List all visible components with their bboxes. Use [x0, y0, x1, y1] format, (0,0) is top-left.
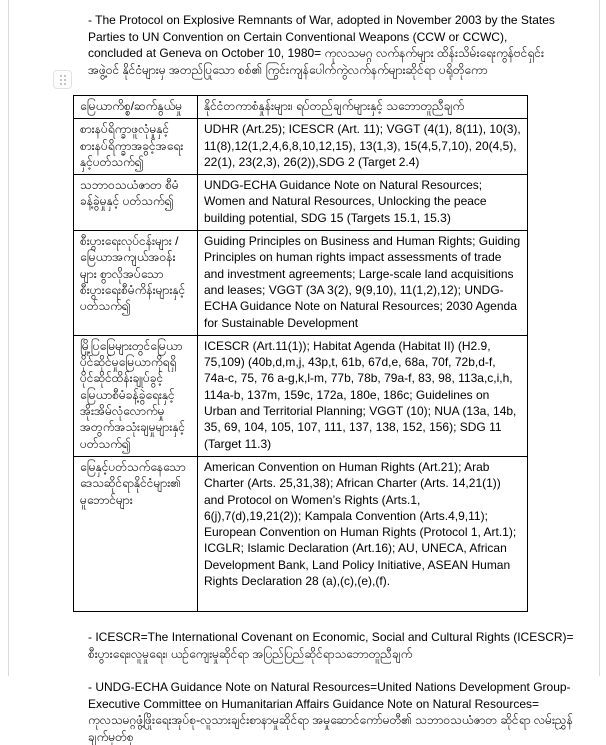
table-row — [74, 231, 528, 336]
topic-cell: သဘာဝသယံဇာတ စီမံခန့်ခွဲမှုနှင့် ပတ်သက်၍ — [74, 175, 198, 231]
standards-cell: ICESCR (Art.11(1)); Habitat Agenda (Habitat II) (H2.9, 75,109) (40b,d,m,j, 43p,t, 61b, 67d,e, 68a, 70f, 72b,d-f, 74a-c, 75, 76 a-g,k,l-m, 77b, 78b, 79a-f, 83, 98, 113a,c,i,h, 114a-b, 137m, 159c, 172a, 180e, 186c; Guidelines on Urban and Territorial Planning; VGGT (10); NUA (13a, 14b, 35, 69, 104, 105, 107, 111, 137, 138, 152, 156); SDG 11 (Target 11.3) — [198, 335, 528, 456]
table-row — [74, 175, 528, 231]
topic-cell: မြို့ပြမြေများတွင်မြေယာပိုင်ဆိုင်မှုမြေယာကိုရရှိပိုင်ဆိုင်ထိန်းချုပ်ခွင့်မြေယာစီမံခန့်ခွဲရေးနှင့်အိုးအိမ်လုံလောက်မှုအတွက်အသုံးချမှုများနှင့်ပတ်သက်၍ — [74, 335, 198, 456]
table-row — [74, 119, 528, 175]
standards-cell: UDHR (Art.25); ICESCR (Art. 11); VGGT (4(1), 8(11), 10(3), 11(8),12(1,2,4,6,8,10,12,15), 13(1,3), 15(4,5,7,10), 20(4,5), 22(1), 23(2,3), 26(2)),SDG 2 (Target 2.4) — [198, 119, 528, 175]
table-row — [74, 335, 528, 456]
intro-paragraph: - The Protocol on Explosive Remnants of War, adopted in November 2003 by the States Parties to UN Convention on Certain Conventional Weapons (CCW or CCWC), concluded at Geneva on October 10, 1980= ကုလသမဂ္ဂ လက်နက်များ ထိန်းသိမ်းရေးကွန်ဗင်ရှင်း အဖွဲ့ဝင် နိုင်ငံများမှ အတည်ပြုသော စစ်၏ ကြွင်းကျန်ပေါက်ကွဲလက်နက်များဆိုင်ရာ ပရိုတိုကော — [88, 13, 555, 77]
table-row — [74, 456, 528, 611]
standards-cell: UNDG-ECHA Guidance Note on Natural Resources; Women and Natural Resources, Unlocking the peace building potential, SDG 15 (Targets 15.1, 15.3) — [198, 175, 528, 231]
topic-cell: စားနပ်ရိက္ခာဖူလုံမှုနှင့် စားနပ်ရိက္ခာအခွင့်အရေး နှင့်ပတ်သက်၍ — [74, 119, 198, 175]
footnote-icescr: - ICESCR=The International Covenant on Economic, Social and Cultural Rights (ICESCR)= စီးပွားရေး၊လူမှုရေး၊ ယဉ်ကျေးမှုဆိုင်ရာ အပြည်ပြည်ဆိုင်ရာသဘောတူညီချက် — [88, 630, 574, 661]
standards-cell: American Convention on Human Rights (Art.21); Arab Charter (Arts. 25,31,38); African Charter (Arts. 14,21(1)) and Protocol on Women’s Rights (Arts.1, 6(j),7(d),19,21(2)); Kampala Convention (Arts.4,9,11); European Convention on Human Rights (Protocol 1, Art.1); ICGLR; Islamic Declaration (Art.16); AU, UNECA, African Development Bank, Land Policy Initiative, ASEAN Human Rights Declaration 28 (a),(c),(e),(f). — [198, 456, 528, 611]
table-header-row — [74, 96, 528, 119]
footnote-undg-echa: - UNDG-ECHA Guidance Note on Natural Resources=United Nations Development Group-Executive Committee on Humanitarian Affairs Guidance Note on Natural Resources= ကုလသမဂ္ဂဖွံ့ဖြိုးရေးအုပ်စု-လူသားချင်းစာနာမှုဆိုင်ရာ အမှုဆောင်ကော်မတီ၏ သဘာဝသယံဇာတ ဆိုင်ရာ လမ်းညွှန်ချက်မှတ်စု — [88, 680, 573, 744]
header-international-standards: နိုင်ငံတကာစံနှုန်းများ၊ ရပ်တည်ချက်များနှင့် သဘောတူညီချက် — [198, 96, 528, 119]
standards-table — [73, 95, 528, 612]
standards-cell: Guiding Principles on Business and Human Rights; Guiding Principles on human rights impact assessments of trade and investment agreements; Large-scale land acquisitions and leases; VGGT (3A 3(2), 9(9,10), 11(1,2),12); UNDG-ECHA Guidance Note on Natural Resources; 2030 Agenda for Sustainable Development — [198, 231, 528, 336]
header-land-issue: မြေယာကိစ္စ/ဆက်နွယ်မှု — [74, 96, 198, 119]
topic-cell: မြေနှင့်ပတ်သက်နေသော ဒေသဆိုင်ရာနိုင်ငံများ၏ မူဘောင်များ — [74, 456, 198, 611]
topic-cell: စီးပွားရေးလုပ်ငန်းများ / မြေယာအကျယ်အဝန်းများ စွာလိုအပ်သောစီးပွားရေးစီမံကိန်းများနှင့် ပတ်သက်၍ — [74, 231, 198, 336]
